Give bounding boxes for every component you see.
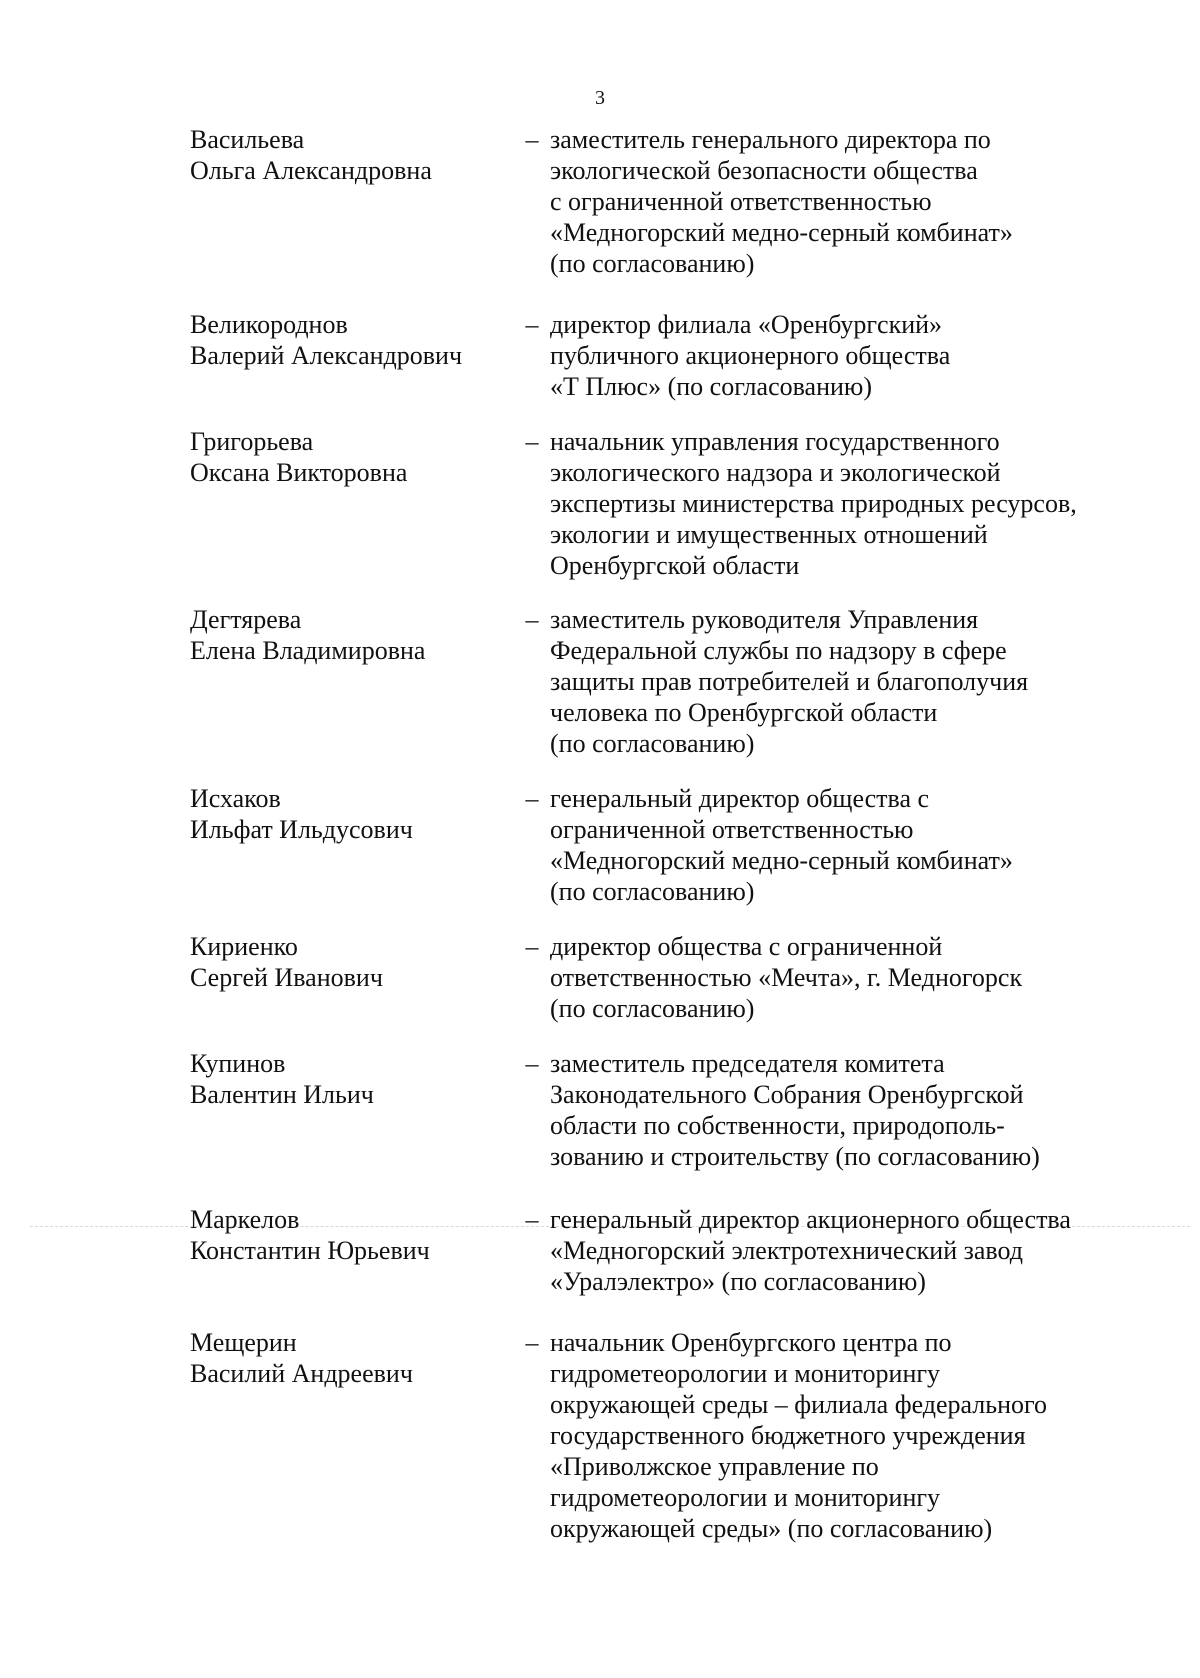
member-dash: –: [525, 1328, 539, 1357]
member-name: Дегтярева Елена Владимировна: [190, 605, 426, 665]
member-name: Мещерин Василий Андреевич: [190, 1328, 413, 1388]
member-dash: –: [525, 1049, 539, 1078]
member-position: заместитель генерального директора по экологической безопасности общества с ограниченной ответственностью «Медногорский медно-серный комбинат» (по согласованию): [550, 125, 1013, 278]
member-position: директор общества с ограниченной ответственностью «Мечта», г. Медногорск (по согласованию): [550, 932, 1023, 1023]
member-name: Великороднов Валерий Александрович: [190, 310, 463, 370]
page-number: 3: [595, 87, 605, 109]
member-dash: –: [525, 932, 539, 961]
member-position: заместитель председателя комитета Законодательного Собрания Оренбургской области по собственности, природополь- зованию и строительству (по согласованию): [550, 1049, 1040, 1171]
member-dash: –: [525, 427, 539, 456]
member-position: начальник управления государственного экологического надзора и экологической экспертизы министерства природных ресурсов, экологии и имущественных отношений Оренбургской области: [550, 427, 1077, 580]
member-dash: –: [525, 784, 539, 813]
member-position: заместитель руководителя Управления Федеральной службы по надзору в сфере защиты прав потребителей и благополучия человека по Оренбургской области (по согласованию): [550, 605, 1029, 758]
member-name: Григорьева Оксана Викторовна: [190, 427, 408, 487]
member-dash: –: [525, 1205, 539, 1234]
member-dash: –: [525, 125, 539, 154]
member-position: генеральный директор акционерного общества «Медногорский электротехнический завод «Уралэлектро» (по согласованию): [550, 1205, 1071, 1296]
member-name: Васильева Ольга Александровна: [190, 125, 432, 185]
member-position: генеральный директор общества с ограниченной ответственностью «Медногорский медно-серный комбинат» (по согласованию): [550, 784, 1013, 906]
member-name: Исхаков Ильфат Ильдусович: [190, 784, 413, 844]
member-position: начальник Оренбургского центра по гидрометеорологии и мониторингу окружающей среды – филиала федерального государственного бюджетного учреждения «Приволжское управление по гидрометеорологии и мониторингу окружающей среды» (по согласованию): [550, 1328, 1048, 1543]
member-name: Купинов Валентин Ильич: [190, 1049, 374, 1109]
member-name: Маркелов Константин Юрьевич: [190, 1205, 430, 1265]
member-position: директор филиала «Оренбургский» публичного акционерного общества «Т Плюс» (по согласованию): [550, 310, 951, 401]
member-dash: –: [525, 310, 539, 339]
member-name: Кириенко Сергей Иванович: [190, 932, 383, 992]
member-dash: –: [525, 605, 539, 634]
